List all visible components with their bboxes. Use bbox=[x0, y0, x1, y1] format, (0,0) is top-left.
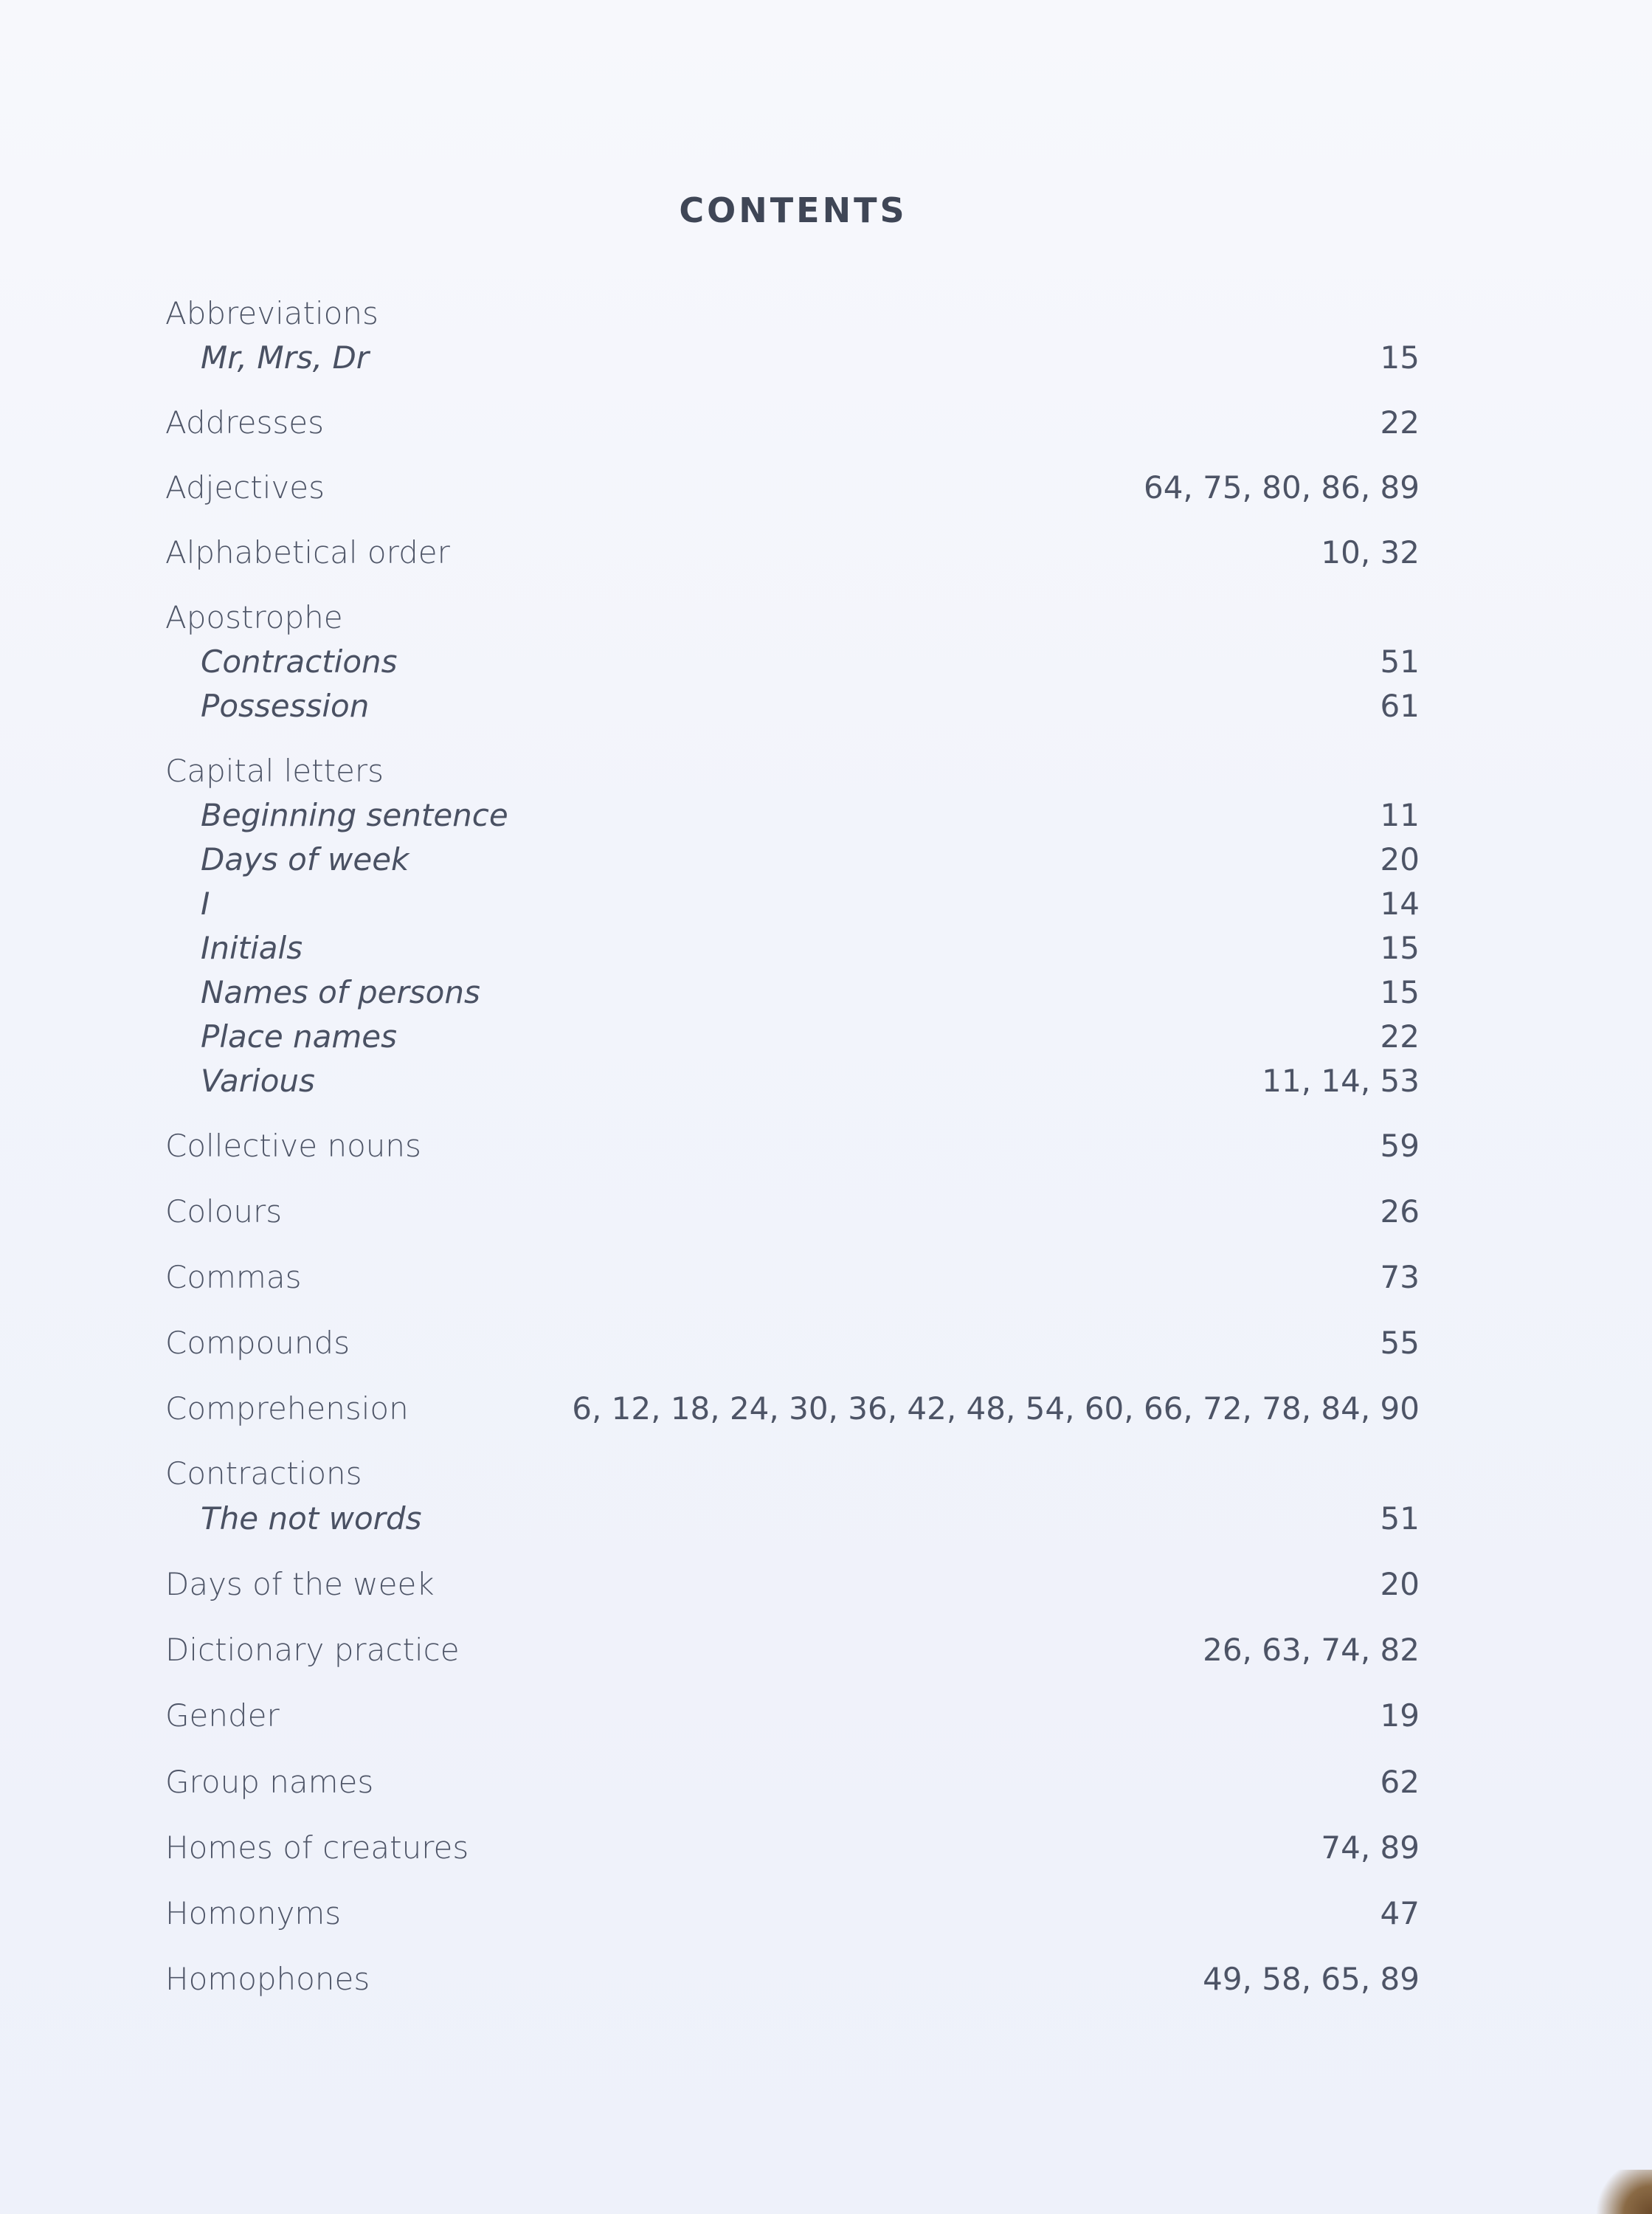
entry-pages: 11, 14, 53 bbox=[1262, 1063, 1420, 1099]
entry-pages: 26, 63, 74, 82 bbox=[1203, 1632, 1420, 1668]
page-corner-edge bbox=[1586, 2170, 1652, 2214]
contents-entry bbox=[165, 1892, 1420, 1935]
contents-subentry bbox=[165, 1497, 1420, 1540]
entry-pages: 47 bbox=[1380, 1895, 1420, 1931]
contents-subentry bbox=[165, 971, 1420, 1014]
contents-entry bbox=[165, 401, 1420, 444]
contents-entry bbox=[165, 1761, 1420, 1804]
entry-pages: 59 bbox=[1380, 1128, 1420, 1164]
contents-subentry bbox=[165, 838, 1420, 881]
entry-label: Apostrophe bbox=[165, 599, 343, 635]
entry-label: Mr, Mrs, Dr bbox=[201, 339, 370, 376]
contents-entry bbox=[165, 1563, 1420, 1606]
contents-entry bbox=[165, 1125, 1420, 1168]
entry-label: Alphabetical order bbox=[165, 534, 450, 570]
entry-pages: 49, 58, 65, 89 bbox=[1203, 1961, 1420, 1997]
entry-pages: 15 bbox=[1380, 930, 1420, 966]
entry-label: Initials bbox=[201, 930, 303, 966]
contents-entry bbox=[165, 750, 1420, 793]
contents-subentry bbox=[165, 1015, 1420, 1058]
entry-label: Days of the week bbox=[165, 1566, 435, 1602]
entry-label: Colours bbox=[165, 1193, 283, 1230]
contents-entry bbox=[165, 292, 1420, 335]
contents-entry bbox=[165, 1629, 1420, 1672]
entry-pages: 6, 12, 18, 24, 30, 36, 42, 48, 54, 60, 66, 72, 78, 84, 90 bbox=[572, 1390, 1420, 1427]
entry-label: Days of week bbox=[201, 841, 409, 877]
entry-label: Group names bbox=[165, 1764, 374, 1800]
contents-subentry bbox=[165, 927, 1420, 970]
entry-pages: 11 bbox=[1380, 797, 1420, 833]
entry-pages: 73 bbox=[1380, 1259, 1420, 1295]
contents-entry bbox=[165, 596, 1420, 639]
contents-subentry bbox=[165, 685, 1420, 728]
entry-label: Capital letters bbox=[165, 753, 384, 789]
contents-entry bbox=[165, 1694, 1420, 1737]
entry-pages: 64, 75, 80, 86, 89 bbox=[1143, 469, 1420, 506]
entry-pages: 14 bbox=[1380, 886, 1420, 922]
page-title: CONTENTS bbox=[679, 190, 908, 230]
entry-label: Homes of creatures bbox=[165, 1830, 469, 1866]
entry-label: Dictionary practice bbox=[165, 1632, 460, 1668]
entry-label: Place names bbox=[201, 1018, 398, 1055]
entry-label: Contractions bbox=[201, 644, 398, 680]
entry-pages: 74, 89 bbox=[1321, 1830, 1420, 1866]
contents-subentry bbox=[165, 794, 1420, 837]
entry-label: Comprehension bbox=[165, 1390, 409, 1427]
contents-subentry bbox=[165, 883, 1420, 925]
entry-pages: 26 bbox=[1380, 1193, 1420, 1230]
entry-pages: 55 bbox=[1380, 1325, 1420, 1361]
entry-pages: 51 bbox=[1380, 1500, 1420, 1537]
entry-pages: 19 bbox=[1380, 1697, 1420, 1734]
contents-entry bbox=[165, 1256, 1420, 1299]
entry-label: The not words bbox=[201, 1500, 422, 1537]
entry-label: Gender bbox=[165, 1697, 280, 1734]
entry-pages: 22 bbox=[1380, 1018, 1420, 1055]
entry-label: Names of persons bbox=[201, 974, 480, 1010]
entry-pages: 10, 32 bbox=[1321, 534, 1420, 570]
contents-entry bbox=[165, 1827, 1420, 1869]
entry-label: I bbox=[201, 886, 210, 922]
contents-subentry bbox=[165, 337, 1420, 379]
entry-label: Abbreviations bbox=[165, 295, 379, 331]
contents-subentry bbox=[165, 641, 1420, 683]
entry-label: Addresses bbox=[165, 404, 324, 441]
entry-label: Compounds bbox=[165, 1325, 350, 1361]
entry-label: Collective nouns bbox=[165, 1128, 421, 1164]
entry-pages: 51 bbox=[1380, 644, 1420, 680]
entry-label: Contractions bbox=[165, 1455, 362, 1491]
entry-label: Beginning sentence bbox=[201, 797, 508, 833]
entry-pages: 61 bbox=[1380, 688, 1420, 724]
entry-label: Possession bbox=[201, 688, 370, 724]
contents-entry bbox=[165, 1958, 1420, 2001]
entry-pages: 22 bbox=[1380, 404, 1420, 441]
contents-entry bbox=[165, 1387, 1420, 1430]
entry-label: Homophones bbox=[165, 1961, 370, 1997]
entry-label: Commas bbox=[165, 1259, 302, 1295]
contents-entry bbox=[165, 1452, 1420, 1495]
entry-pages: 62 bbox=[1380, 1764, 1420, 1800]
entry-pages: 20 bbox=[1380, 841, 1420, 877]
entry-label: Adjectives bbox=[165, 469, 325, 506]
contents-entry bbox=[165, 1322, 1420, 1365]
entry-pages: 15 bbox=[1380, 339, 1420, 376]
entry-pages: 15 bbox=[1380, 974, 1420, 1010]
contents-entry bbox=[165, 1190, 1420, 1233]
contents-subentry bbox=[165, 1060, 1420, 1103]
entry-label: Homonyms bbox=[165, 1895, 342, 1931]
entry-pages: 20 bbox=[1380, 1566, 1420, 1602]
entry-label: Various bbox=[201, 1063, 315, 1099]
contents-entry bbox=[165, 531, 1420, 574]
contents-entry bbox=[165, 466, 1420, 509]
